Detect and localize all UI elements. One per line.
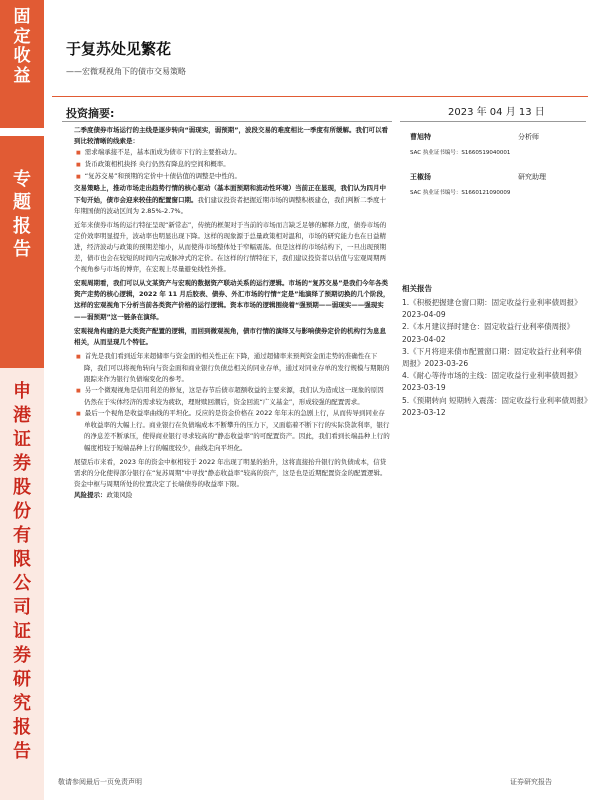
related-report-link[interactable]: 1.《积极把握建仓窗口期：固定收益行业利率债周报》2023-04-09 bbox=[402, 298, 582, 320]
sidebar-char: 题 bbox=[13, 192, 31, 214]
risk-note bbox=[74, 490, 390, 501]
paragraph bbox=[74, 183, 390, 216]
sidebar-char: 报 bbox=[13, 717, 31, 738]
sidebar-char: 司 bbox=[13, 597, 31, 618]
footer-disclaimer: 敬请参阅最后一页免责声明 bbox=[58, 778, 142, 786]
bullet-item: ■ 需求端承接不足，基本面成为债市下行的主要推动力。 bbox=[74, 147, 390, 159]
sidebar-char: 定 bbox=[13, 26, 31, 47]
report-title: 于复苏处见繁花 bbox=[66, 40, 172, 58]
report-date: 2023 年 04 月 13 日 bbox=[448, 107, 545, 118]
sidebar-char: 证 bbox=[13, 429, 31, 450]
sidebar-char: 告 bbox=[13, 741, 31, 762]
sidebar-char: 收 bbox=[13, 46, 31, 67]
sidebar-mid-label bbox=[0, 168, 44, 262]
paragraph-normal: 我们建议投资者把握近期市场的调整积极建仓，我们判断二季度十年期国债的波动区间为 2.85%-2.7%。 bbox=[74, 195, 386, 215]
related-report-link[interactable]: 3.《下月将迎来债市配置窗口期：固定收益行业利率债周报》2023-03-26 bbox=[402, 346, 582, 369]
paragraph: 宏观周期看，我们可以从文某资产与宏观的数据资产联动关系的运行逻辑。市场的“复苏交易”是我们今年各类资产走势的核心逻辑，2022 年 11 月后胶表、债券、外汇市场的行情“定是”地演绎了预期切换的几个阶段，这样的宏观视角下分析当前各类资产价格的运行逻辑。资本市场的逻辑围绕着“强预期——弱现实——强现实——弱预期”这一链条在演绎。 bbox=[74, 279, 390, 321]
analyst-role: 分析师 bbox=[518, 133, 539, 141]
sidebar-char: 报 bbox=[13, 215, 31, 237]
analyst-name: 曹旭特 bbox=[410, 133, 431, 141]
sidebar-char: 专 bbox=[13, 169, 31, 190]
related-report-link[interactable]: 4.《耐心等待市场的主线：固定收益行业利率债周报》2023-03-19 bbox=[402, 371, 582, 393]
header-divider bbox=[52, 96, 588, 97]
sidebar-char: 限 bbox=[13, 549, 31, 570]
sidebar-char: 份 bbox=[13, 501, 31, 522]
analyst-role: 研究助理 bbox=[518, 173, 546, 181]
analyst-cert: SAC 执业证书编号：S1660121090009 bbox=[410, 190, 511, 196]
sidebar-gap bbox=[0, 128, 44, 136]
sidebar-company-label bbox=[0, 380, 44, 764]
bullet-item: ■ 首先是我们看到近年来超储率与资金面的相关性正在下降，通过超储率来预判资金面走势的准确性在下降，我们可以将视角转向与资金面和商业银行负债总相关的同业存单，通过对同业存单的发行规模与期限的跟踪来作为银行负债端变化的参考。 bbox=[74, 351, 390, 385]
related-reports-heading: 相关报告 bbox=[402, 284, 432, 293]
sidebar-char: 申 bbox=[13, 381, 31, 402]
sidebar-char: 证 bbox=[13, 621, 31, 642]
bullet-item: ■ 货币政策相机抉择 央行仍然有降息的空间和概率。 bbox=[74, 159, 390, 171]
paragraph: 近年来债券市场的运行特征呈现“新常态”，传统的框架对于当前的市场而言缺乏足够的解释力度，债券市场的定价效率明显提升，波动率也明显出现下降。这样的现象源于总量政策相对温和，市场的研究能力也在日益精进，经济波动与政策的预期差缩小，从而使得市场整体处于窄幅震荡。但是这样的市场结构下，一旦出现预期差，债市也会在较短的时间内完成脉冲式的定价。在这样的行情特征下，我们建议投资者以估值与宏观周期两个视角参与市场的博弈，在宏观上尽量避免线性外推。 bbox=[74, 220, 387, 274]
analyst-card bbox=[410, 172, 546, 196]
sidebar-char: 固 bbox=[13, 7, 31, 27]
report-subtitle: ——宏微观视角下的债市交易策略 bbox=[66, 67, 186, 76]
sidebar bbox=[0, 0, 44, 800]
analyst-name: 王椒扬 bbox=[410, 173, 431, 181]
sidebar-char: 有 bbox=[13, 525, 31, 546]
sidebar-top-label bbox=[0, 8, 44, 86]
paragraph-bold: 交易策略上，推动市场走出趋势行情的核心驱动（基本面预期和流动性环境）当前正在显现，我们认为四月中下旬开始，债市会迎来较佳的配置窗口期。 bbox=[74, 184, 386, 204]
sidebar-char: 益 bbox=[13, 65, 31, 86]
related-report-link[interactable]: 5.《预期转向 短期转入震荡：固定收益行业利率债周报》2023-03-12 bbox=[402, 395, 588, 417]
sidebar-char: 研 bbox=[13, 669, 31, 690]
sidebar-char: 告 bbox=[13, 239, 31, 261]
risk-label: 风险提示： bbox=[74, 490, 107, 499]
summary-heading: 投资摘要: bbox=[66, 107, 115, 120]
bullet-item: ■ “复苏交易”和预期的定价中十债估值的调整是中性的。 bbox=[74, 171, 390, 183]
sidebar-char: 券 bbox=[13, 453, 31, 474]
paragraph: 二季度债券市场运行的主线是逐步转向“弱现实，弱预期”，波段交易的难度相比一季度有所缓解。我们可以看到比较清晰的线索是： bbox=[74, 126, 389, 146]
summary-divider bbox=[62, 121, 392, 122]
bullet-item: ■ 另一个微观视角是信用利差的修复，这是春节后债市超额收益的主要来源，我们认为造成这一现象的原因仍然在于实体经济的需求较为疲软，理财赎回潮后，资金回流“广义基金”，形成较强的配置需求。 bbox=[74, 385, 390, 408]
risk-text: 政策风险 bbox=[106, 490, 133, 499]
footer-label: 证券研究报告 bbox=[510, 778, 552, 786]
summary-body bbox=[74, 125, 390, 501]
analyst-cert: SAC 执业证书编号：S1660519040001 bbox=[410, 150, 511, 156]
side-divider bbox=[400, 121, 586, 122]
related-reports-list bbox=[402, 297, 588, 419]
sidebar-char: 港 bbox=[13, 405, 31, 426]
sidebar-char: 究 bbox=[13, 693, 31, 714]
paragraph: 展望后市来看，2023 年的资金中枢相较于 2022 年出现了明显的抬升，这将直接抬升银行的负债成本，信贷需求的分化使得部分银行在“复苏周期”中寻找“静态收益率”较高的资产，这是也是近期配置资金的配置逻辑。资金中枢与周期所处的位置决定了长端债券的收益率下限。 bbox=[74, 457, 387, 488]
sidebar-char: 券 bbox=[13, 645, 31, 666]
bullet-item: ■ 最后一个视角是收益率曲线的平坦化。反应的是资金价格在 2022 年年末的急剧上行，从而传导到同业存单收益率的大幅上行。商业银行在负债端成本不断攀升的压力下，又面临着不断下行的实际贷款利率，银行的净息差不断承压，使得商业银行寻求较高的“静态收益率”的可配置资产。因此，我们看到长端品种上行的幅度相较于短端品种上行的幅度较少，曲线走向平坦化。 bbox=[74, 408, 390, 453]
paragraph: 宏观视角构建的是大类资产配置的逻辑，而回到微观视角，债市行情的演绎又与影响债券定价的机构行为息息相关，从而呈现几个特征。 bbox=[74, 326, 386, 346]
sidebar-char: 股 bbox=[13, 477, 31, 498]
related-report-link[interactable]: 2.《本月建议择时建仓：固定收益行业利率债周报》2023-04-02 bbox=[402, 322, 575, 344]
analyst-card bbox=[410, 132, 539, 156]
sidebar-char: 公 bbox=[13, 573, 31, 594]
